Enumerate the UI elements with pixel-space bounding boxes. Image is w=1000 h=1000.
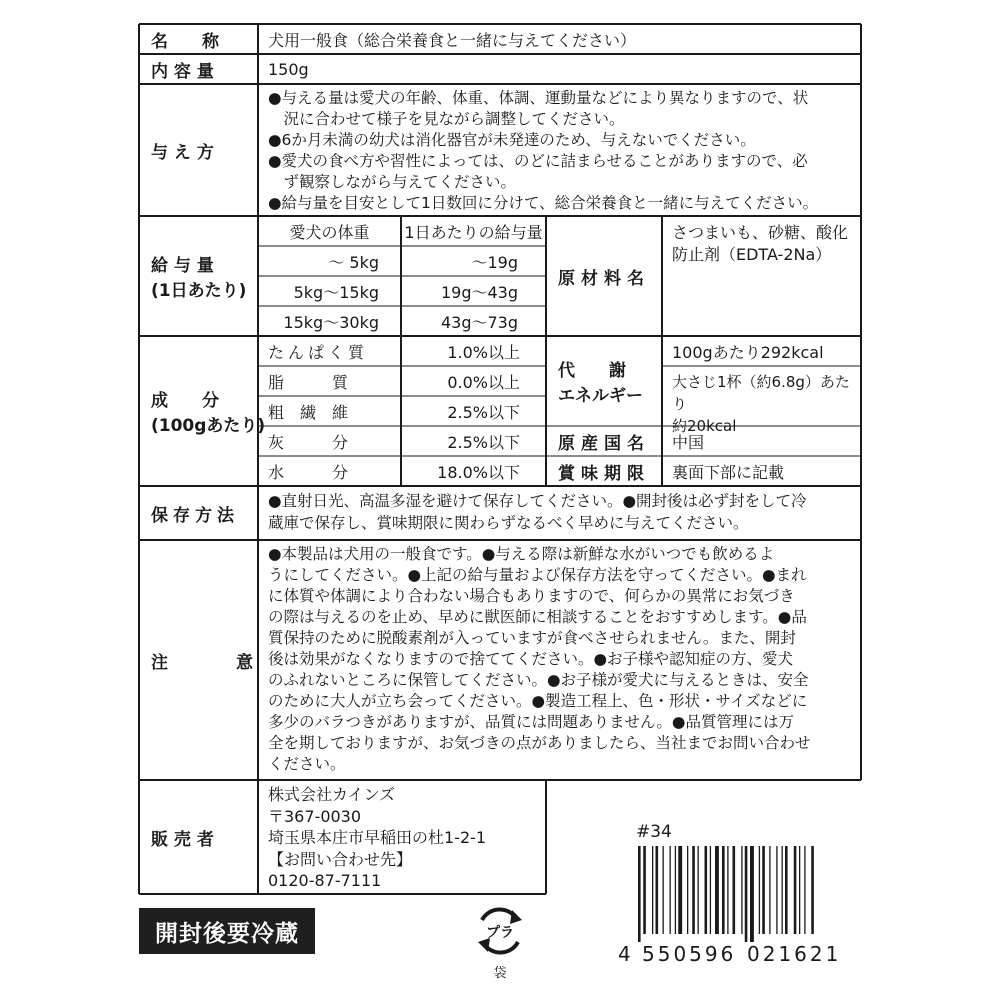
composition-row-5-name: 水 分	[268, 462, 349, 482]
barcode-bar	[759, 846, 760, 934]
feeding-row-2-amount: 19g〜43g	[440, 282, 518, 302]
composition-row-1-name: たんぱく質	[268, 342, 369, 362]
barcode-bar	[698, 846, 699, 934]
barcode-first-digit: 4	[618, 942, 633, 966]
barcode-bar	[804, 846, 805, 934]
feeding-row-1-amount: 〜19g	[471, 252, 518, 272]
feeding-row-1-weight: 〜 5kg	[328, 252, 379, 272]
barcode-bar	[750, 846, 754, 942]
barcode-bar	[776, 846, 777, 934]
barcode-bar	[811, 846, 814, 934]
recycle-arrows-icon	[472, 906, 528, 956]
barcode-bar	[670, 846, 671, 934]
energy-label: 代 謝 エネルギー	[558, 361, 643, 406]
composition-label: 成 分 (100gあたり)	[151, 391, 266, 436]
barcode-code: #34	[636, 822, 672, 842]
seller-label: 販 売 者	[151, 829, 214, 850]
feeding-amount-label: 給 与 量 (1日あたり)	[151, 256, 247, 301]
ingredients-value: さつまいも、砂糖、酸化 防止剤（EDTA-2Na）	[672, 223, 849, 264]
barcode-bar	[762, 846, 765, 934]
storage-text: ●直射日光、高温多湿を避けて保存してください。●開封後は必ず封をして冷 蔵庫で保存し、賞味期限に関わらずなるべく早めに与えてください。	[268, 492, 807, 532]
barcode-bar	[769, 846, 770, 934]
caution-text: ●本製品は犬用の一般食です。●与える際は新鮮な水がいつでも飲めるよ うにしてください。●上記の給与量および保存方法を守ってください。●まれ に体質や体調により合わない場合もありますので、何らかの異常にお気づき の際は与えるのを止め、早めに獣医師に相談することをおすすめします。●品 質保持のために脱酸素剤が入っていますが食べさせられません。また、開封 後は効果がなくなりますので捨ててください。●お子様や認知症の方、愛犬 のふれないところに保管してください。●お子様が愛犬に与えるときは、安全 のために大人が立ち会ってください。●製造工程上、色・形状・サイズなどに 多少のバラつきがありますが、品質には問題ありません。●品質管理には万 全を期しておりますが、お気づきの点がありましたら、当社までお問い合わせ ください。	[268, 545, 811, 773]
caution-label: 注 意	[151, 652, 253, 673]
barcode-bar	[782, 846, 783, 934]
composition-row-2-value: 0.0%以上	[447, 372, 520, 392]
feeding-header-amount: 1日あたりの給与量	[404, 222, 543, 242]
composition-row-4-name: 灰 分	[268, 432, 349, 452]
barcode-bar	[785, 846, 788, 934]
expiry-label: 賞味期限	[558, 463, 650, 484]
barcode-bar	[799, 846, 800, 934]
feeding-row-3-amount: 43g〜73g	[440, 312, 518, 332]
storage-label: 保存方法	[151, 505, 239, 526]
barcode-bar	[656, 846, 659, 934]
barcode-bar	[745, 846, 748, 942]
barcode	[636, 846, 862, 942]
barcode-group-1: 550596	[642, 942, 737, 966]
barcode-bar	[722, 846, 725, 934]
barcode-bar	[675, 846, 676, 934]
barcode-bar	[705, 846, 708, 934]
barcode-bar	[652, 846, 653, 934]
seller-text: 株式会社カインズ 〒367-0030 埼玉県本庄市早稲田の杜1-2-1 【お問い合わせ先】 0120-87-7111	[268, 785, 487, 890]
barcode-bar	[715, 846, 719, 934]
barcode-bar	[733, 846, 736, 934]
composition-row-1-value: 1.0%以上	[447, 342, 520, 362]
composition-row-4-value: 2.5%以下	[447, 432, 520, 452]
plastic-recycle-icon	[472, 906, 528, 981]
energy-per-tbsp: 大さじ1杯（約6.8g）あたり 約20kcal	[672, 373, 850, 435]
barcode-bar	[794, 846, 797, 934]
barcode-bar	[678, 846, 682, 934]
barcode-bar	[692, 846, 695, 934]
energy-per-100g: 100gあたり292kcal	[672, 342, 824, 362]
barcode-bar	[687, 846, 688, 934]
feeding-row-3-weight: 15kg〜30kg	[283, 312, 379, 332]
name-label: 名 称	[151, 31, 219, 52]
content-label: 内 容 量	[151, 61, 214, 82]
expiry-value: 裏面下部に記載	[672, 462, 785, 482]
feeding-row-2-weight: 5kg〜15kg	[293, 282, 379, 302]
recycle-mark-text: プラ	[486, 925, 514, 941]
content-value: 150g	[268, 59, 309, 79]
name-value: 犬用一般食（総合栄養食と一緒に与えてください）	[268, 30, 637, 50]
origin-label: 原産国名	[558, 433, 650, 454]
composition-row-2-name: 脂 質	[268, 372, 349, 392]
feeding-method-text: ●与える量は愛犬の年齢、体重、体調、運動量などにより異なりますので、状 況に合わせて様子を見ながら調整してください。 ●6か月未満の幼犬は消化器官が未発達のため、与えないでください。 ●愛犬の食べ方や習性によっては、のどに詰まらせることがありますので、必 ず観察しながら与えてください。 ●給与量を目安として1日数回に分けて、総合栄養食と一緒に与えてください。	[268, 89, 819, 212]
composition-row-3-name: 粗 繊 維	[268, 402, 349, 422]
barcode-bar	[741, 846, 742, 934]
barcode-group-2: 021621	[747, 942, 842, 966]
barcode-bar	[643, 846, 646, 934]
recycle-caption: 袋	[493, 966, 507, 981]
barcode-bar	[663, 846, 664, 934]
barcode-bar	[710, 846, 711, 934]
composition-row-5-value: 18.0%以下	[437, 462, 520, 482]
barcode-bar	[638, 846, 641, 942]
origin-value: 中国	[672, 432, 705, 452]
feeding-header-weight: 愛犬の体重	[289, 222, 370, 242]
composition-row-3-value: 2.5%以下	[447, 402, 520, 422]
barcode-bar	[727, 846, 728, 934]
refrigerate-badge: 開封後要冷蔵	[139, 908, 315, 954]
feeding-method-label: 与 え 方	[151, 142, 214, 163]
ingredients-label: 原材料名	[558, 268, 650, 289]
